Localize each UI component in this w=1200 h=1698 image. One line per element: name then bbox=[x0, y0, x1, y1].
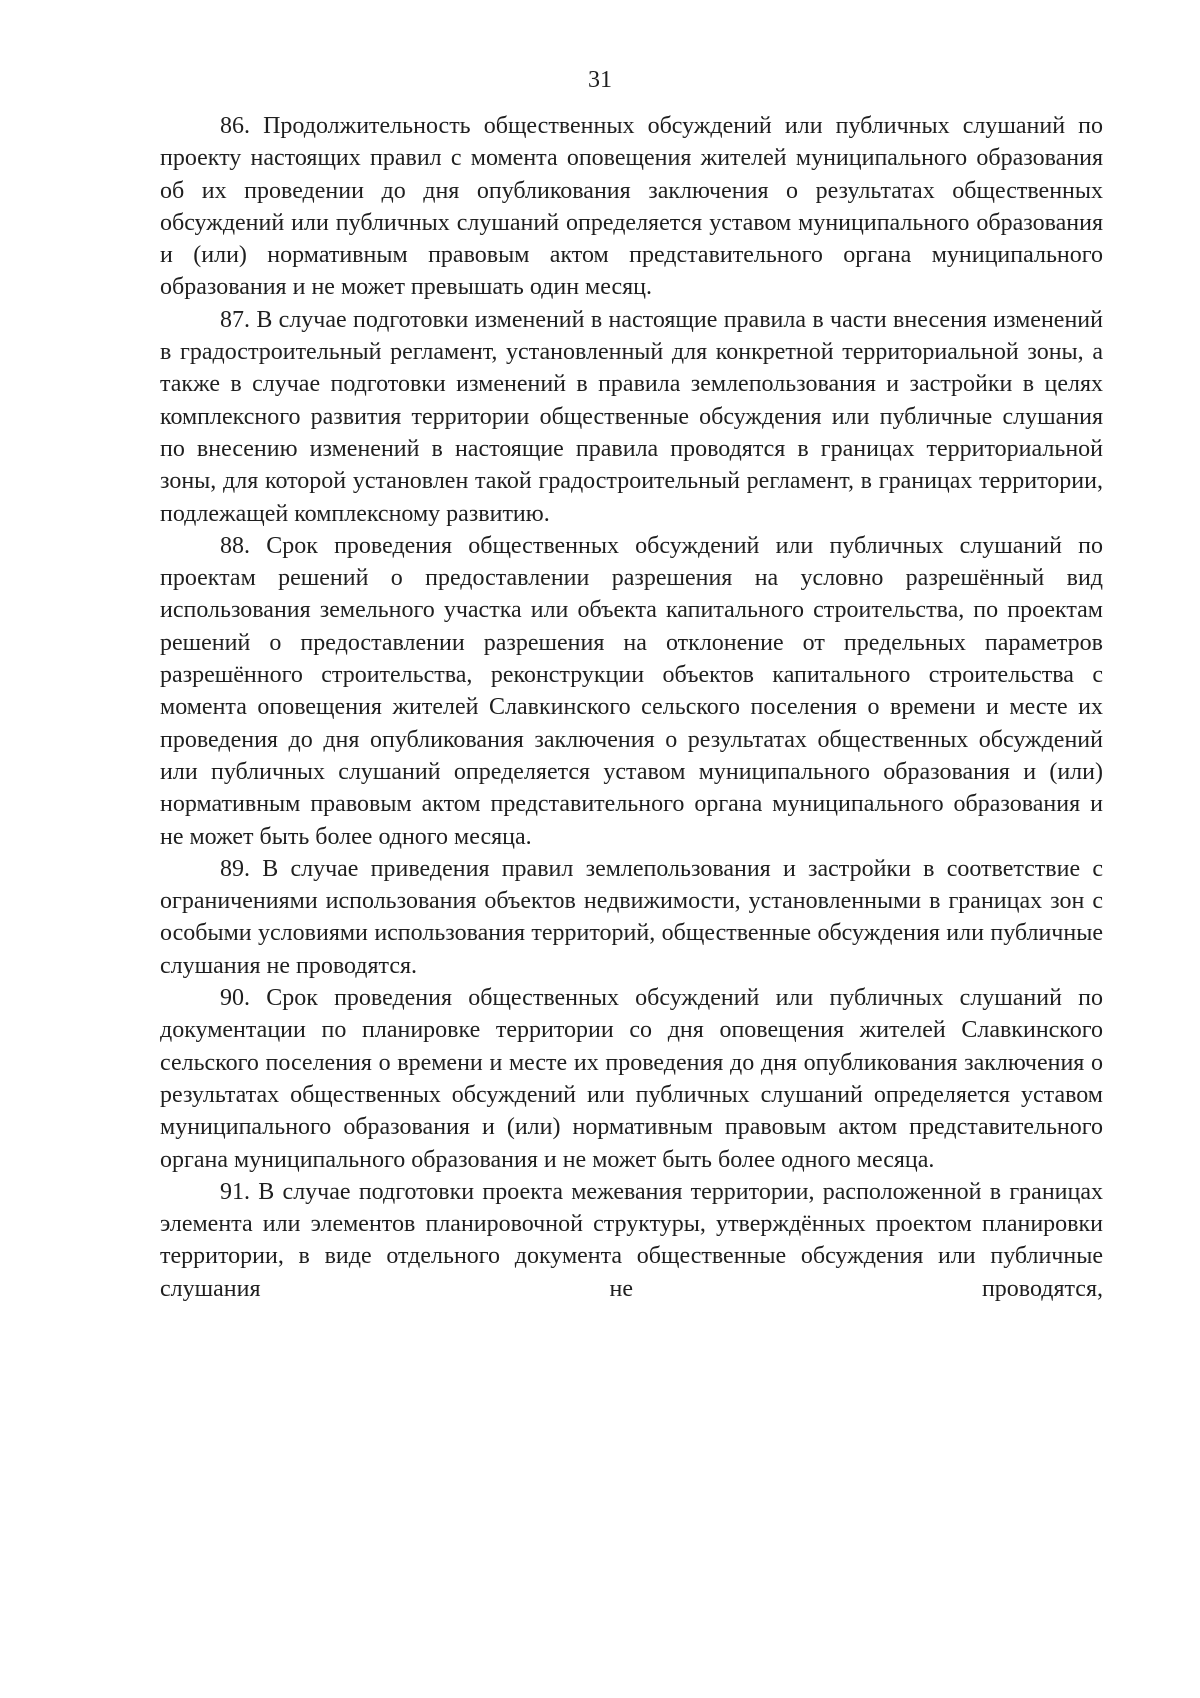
page-number: 31 bbox=[588, 67, 612, 93]
paragraph-88: 88. Срок проведения общественных обсуждений или публичных слушаний по проектам решений о предоставлении разрешения на условно разрешённый вид использования земельного участка или объекта капитального строительства, по проектам решений о предоставлении разрешения на отклонение от предельных параметров разрешённого строительства, реконструкции объектов капитального строительства с момента оповещения жителей Славкинского сельского поселения о времени и месте их проведения до дня опубликования заключения о результатах общественных обсуждений или публичных слушаний определяется уставом муниципального образования и (или) нормативным правовым актом представительного органа муниципального образования и не может быть более одного месяца. bbox=[160, 532, 1103, 850]
paragraph-91: 91. В случае подготовки проекта межевания территории, расположенной в границах элемента или элементов планировочной структуры, утверждённых проектом планировки территории, в виде отдельного документа общественные обсуждения или публичные слушания не проводятся, bbox=[160, 1178, 1103, 1302]
paragraph-89: 89. В случае приведения правил землепользования и застройки в соответствие с ограничениями использования объектов недвижимости, установленными в границах зон с особыми условиями использования территорий, общественные обсуждения или публичные слушания не проводятся. bbox=[160, 855, 1103, 979]
paragraph-90: 90. Срок проведения общественных обсуждений или публичных слушаний по документации по планировке территории со дня оповещения жителей Славкинского сельского поселения о времени и месте их проведения до дня опубликования заключения о результатах общественных обсуждений или публичных слушаний определяется уставом муниципального образования и (или) нормативным правовым актом представительного органа муниципального образования и не может быть более одного месяца. bbox=[160, 985, 1103, 1173]
document-body bbox=[160, 110, 1103, 1305]
paragraph-87: 87. В случае подготовки изменений в настоящие правила в части внесения изменений в градостроительный регламент, установленный для конкретной территориальной зоны, а также в случае подготовки изменений в правила землепользования и застройки в целях комплексного развития территории общественные обсуждения или публичные слушания по внесению изменений в настоящие правила проводятся в границах территориальной зоны, для которой установлен такой градостроительный регламент, в границах территории, подлежащей комплексному развитию. bbox=[160, 306, 1103, 527]
paragraph-86: 86. Продолжительность общественных обсуждений или публичных слушаний по проекту настоящих правил с момента оповещения жителей муниципального образования об их проведении до дня опубликования заключения о результатах общественных обсуждений или публичных слушаний определяется уставом муниципального образования и (или) нормативным правовым актом представительного органа муниципального образования и не может превышать один месяц. bbox=[160, 113, 1103, 301]
